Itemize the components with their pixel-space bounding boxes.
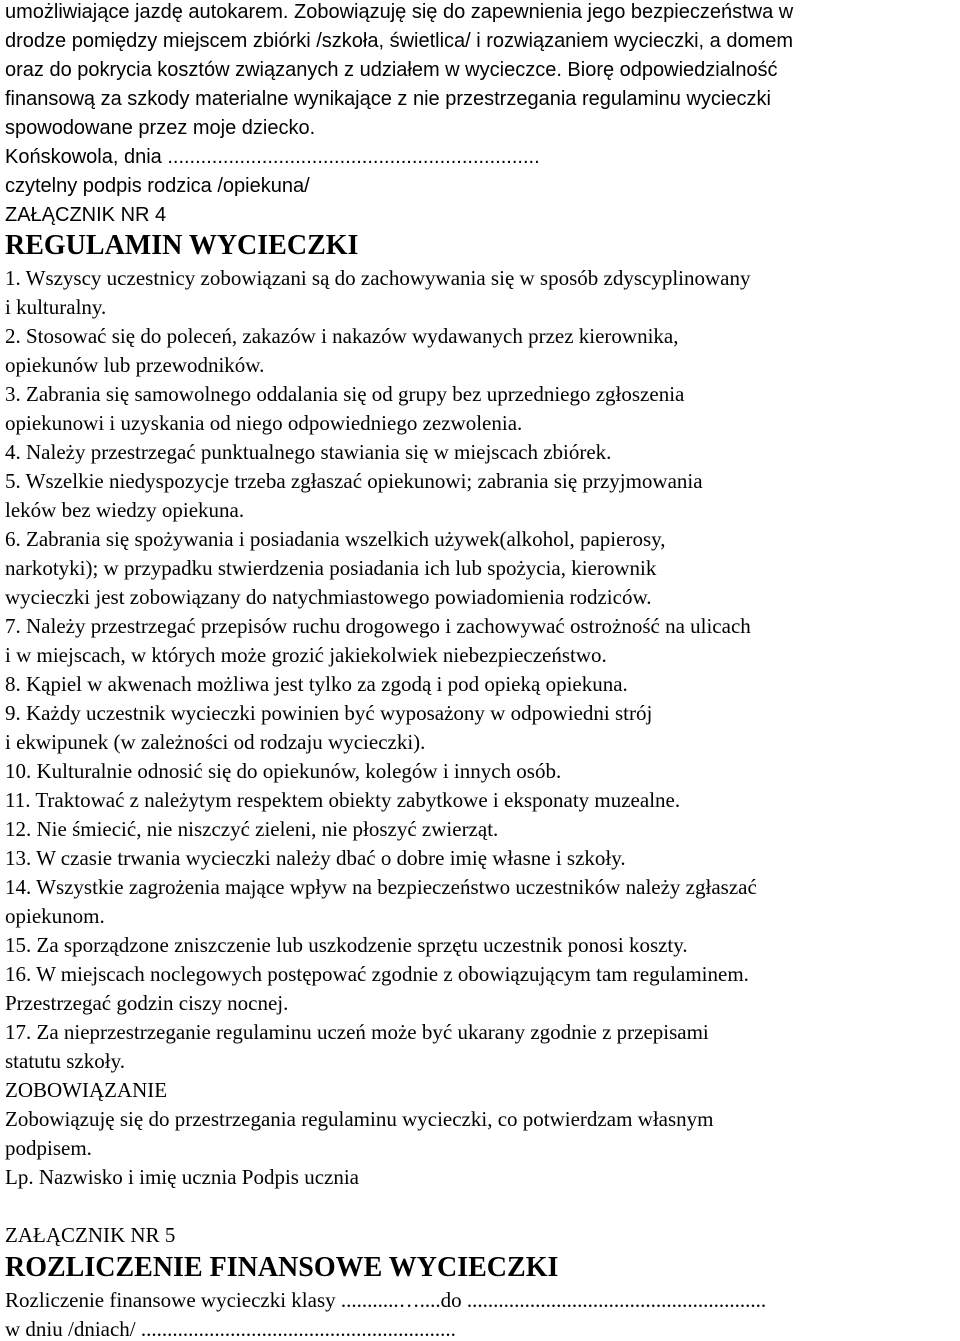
rule-line: i kulturalny.	[5, 295, 107, 319]
rule-line: 13. W czasie trwania wycieczki należy dbać o dobre imię własne i szkoły.	[5, 846, 626, 870]
rule-line: 5. Wszelkie niedyspozycje trzeba zgłaszać opiekunowi; zabrania się przyjmowania	[5, 469, 703, 493]
rule-line: 16. W miejscach noclegowych postępować zgodnie z obowiązującym tam regulaminem.	[5, 962, 749, 986]
intro-line-2: drodze pomiędzy miejscem zbiórki /szkoła, świetlica/ i rozwiązaniem wycieczki, a domem	[5, 30, 794, 52]
annex-4-label: ZAŁĄCZNIK NR 4	[5, 204, 167, 226]
rule-line: 15. Za sporządzone zniszczenie lub uszkodzenie sprzętu uczestnik ponosi koszty.	[5, 933, 688, 957]
rule-line: 7. Należy przestrzegać przepisów ruchu drogowego i zachowywać ostrożność na ulicach	[5, 614, 751, 638]
pledge-table-header: Lp. Nazwisko i imię ucznia Podpis ucznia	[5, 1165, 359, 1189]
rule-line: 3. Zabrania się samowolnego oddalania się od grupy bez uprzedniego zgłoszenia	[5, 382, 685, 406]
settlement-class-line: Rozliczenie finansowe wycieczki klasy ...........…....do .........................................................	[5, 1288, 767, 1312]
rule-line: narkotyki); w przypadku stwierdzenia posiadania ich lub spożycia, kierownik	[5, 556, 657, 580]
intro-line-3: oraz do pokrycia kosztów związanych z udziałem w wycieczce. Biorę odpowiedzialność	[5, 59, 778, 81]
annex-5-label: ZAŁĄCZNIK NR 5	[5, 1223, 176, 1247]
signature-caption: czytelny podpis rodzica /opiekuna/	[5, 175, 310, 197]
rule-line: opiekunów lub przewodników.	[5, 353, 265, 377]
annex-5-title: ROZLICZENIE FINANSOWE WYCIECZKI	[5, 1252, 559, 1283]
intro-line-1: umożliwiające jazdę autokarem. Zobowiązuję się do zapewnienia jego bezpieczeństwa w	[5, 1, 794, 23]
rule-line: opiekunom.	[5, 904, 105, 928]
intro-line-5: spowodowane przez moje dziecko.	[5, 117, 316, 139]
rule-line: 4. Należy przestrzegać punktualnego stawiania się w miejscach zbiórek.	[5, 440, 612, 464]
rule-line: 10. Kulturalnie odnosić się do opiekunów, kolegów i innych osób.	[5, 759, 562, 783]
pledge-text-line-2: podpisem.	[5, 1136, 92, 1160]
rule-line: Przestrzegać godzin ciszy nocnej.	[5, 991, 289, 1015]
rule-line: leków bez wiedzy opiekuna.	[5, 498, 245, 522]
annex-4-title: REGULAMIN WYCIECZKI	[5, 230, 359, 261]
rule-line: 6. Zabrania się spożywania i posiadania wszelkich używek(alkohol, papierosy,	[5, 527, 666, 551]
rule-line: 12. Nie śmiecić, nie niszczyć zieleni, nie płoszyć zwierząt.	[5, 817, 499, 841]
rule-line: 17. Za nieprzestrzeganie regulaminu uczeń może być ukarany zgodnie z przepisami	[5, 1020, 709, 1044]
rule-line: 14. Wszystkie zagrożenia mające wpływ na bezpieczeństwo uczestników należy zgłaszać	[5, 875, 757, 899]
pledge-heading: ZOBOWIĄZANIE	[5, 1078, 168, 1102]
rule-line: statutu szkoły.	[5, 1049, 125, 1073]
rule-line: wycieczki jest zobowiązany do natychmiastowego powiadomienia rodziców.	[5, 585, 652, 609]
rule-line: 11. Traktować z należytym respektem obiekty zabytkowe i eksponaty muzealne.	[5, 788, 681, 812]
rule-line: 1. Wszyscy uczestnicy zobowiązani są do zachowywania się w sposób zdyscyplinowany	[5, 266, 751, 290]
settlement-date-line: w dniu /dniach/ ............................................................	[5, 1317, 456, 1341]
place-date-line: Końskowola, dnia ...................................................................	[5, 146, 540, 168]
rule-line: 9. Każdy uczestnik wycieczki powinien być wyposażony w odpowiedni strój	[5, 701, 653, 725]
intro-line-4: finansową za szkody materialne wynikające z nie przestrzegania regulaminu wycieczki	[5, 88, 771, 110]
rule-line: opiekunowi i uzyskania od niego odpowiedniego zezwolenia.	[5, 411, 523, 435]
pledge-text-line-1: Zobowiązuję się do przestrzegania regulaminu wycieczki, co potwierdzam własnym	[5, 1107, 714, 1131]
rule-line: i w miejscach, w których może grozić jakiekolwiek niebezpieczeństwo.	[5, 643, 607, 667]
rule-line: 8. Kąpiel w akwenach możliwa jest tylko za zgodą i pod opieką opiekuna.	[5, 672, 628, 696]
rule-line: 2. Stosować się do poleceń, zakazów i nakazów wydawanych przez kierownika,	[5, 324, 679, 348]
rule-line: i ekwipunek (w zależności od rodzaju wycieczki).	[5, 730, 426, 754]
